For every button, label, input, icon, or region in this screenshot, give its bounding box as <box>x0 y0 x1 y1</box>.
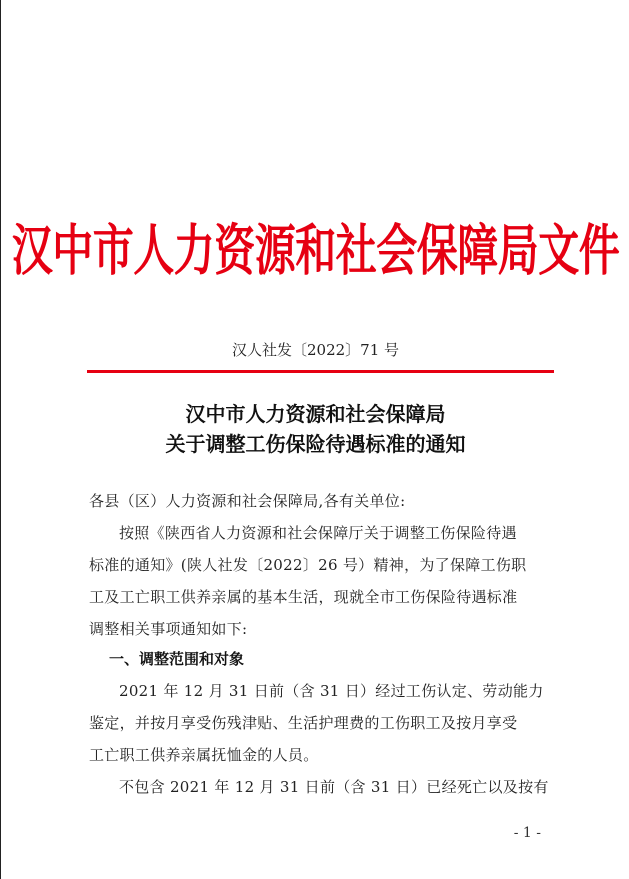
paragraph-line: 调整相关事项通知如下: <box>89 620 248 638</box>
paragraph-line: 鉴定，并按月享受伤残津贴、生活护理费的工伤职工及按月享受 <box>89 714 518 732</box>
paragraph-line: 工亡职工供养亲属抚恤金的人员。 <box>89 746 319 764</box>
paragraph-line: 不包含 2021 年 12 月 31 日前（含 31 日）已经死亡以及按有 <box>119 778 549 796</box>
section-heading: 一、调整范围和对象 <box>109 650 245 668</box>
page-number: - 1 - <box>513 825 541 841</box>
paragraph-line: 2021 年 12 月 31 日前（含 31 日）经过工伤认定、劳动能力 <box>119 682 544 700</box>
paragraph-line: 标准的通知》(陕人社发〔2022〕26 号）精神，为了保障工伤职 <box>89 556 527 574</box>
notice-title-line-2: 关于调整工伤保险待遇标准的通知 <box>165 432 466 456</box>
salutation: 各县（区）人力资源和社会保障局,各有关单位: <box>89 492 406 510</box>
notice-title-line-1: 汉中市人力资源和社会保障局 <box>185 402 446 426</box>
org-file-header-title: 汉中市人力资源和社会保障局文件 <box>11 218 620 283</box>
paragraph-line: 工及工亡职工供养亲属的基本生活，现就全市工伤保险待遇标准 <box>89 588 518 606</box>
paragraph-line: 按照《陕西省人力资源和社会保障厅关于调整工伤保险待遇 <box>119 524 517 542</box>
red-divider-line <box>87 370 554 373</box>
document-number: 汉人社发〔2022〕71 号 <box>231 341 400 359</box>
